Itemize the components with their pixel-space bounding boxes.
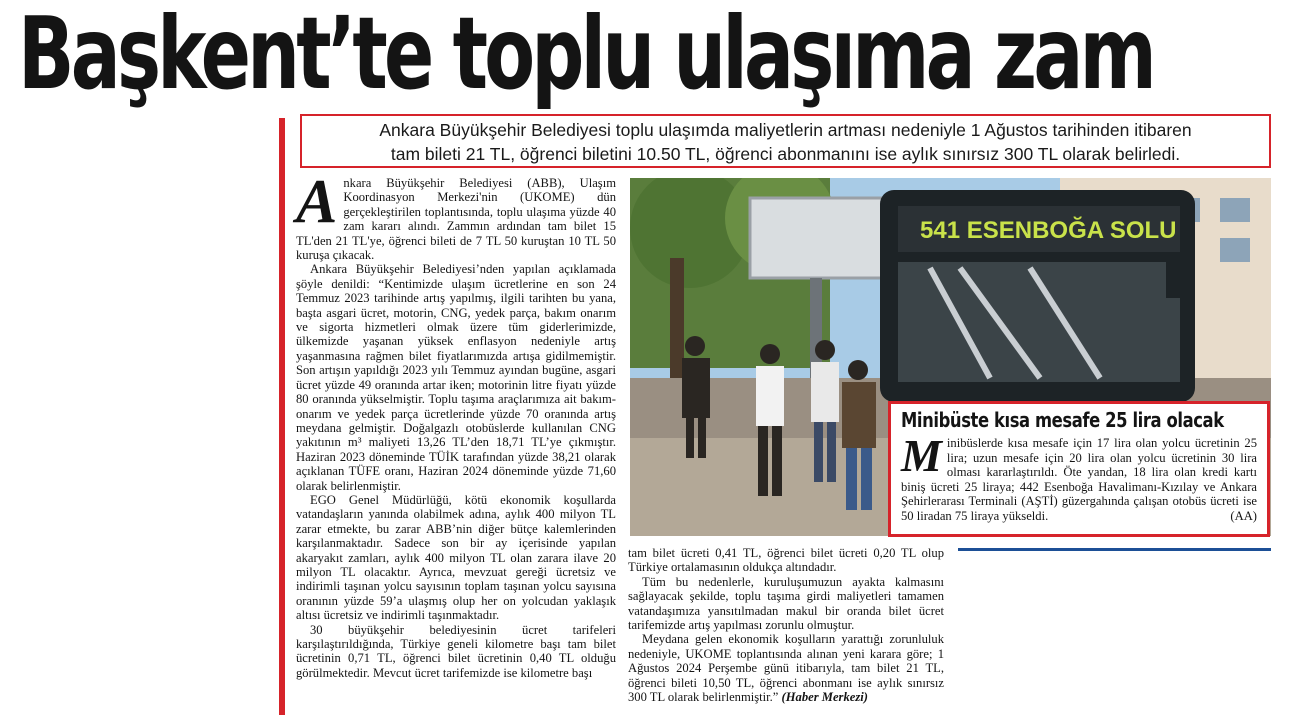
article-paragraph-1: Ankara Büyükşehir Belediyesi (ABB), Ulaşım Koordinasyon Merkezi'nin (UKOME) dün gerçekleştirilen toplantısında, toplu ulaşıma yüzde 40 zam kararı alındı. Zammın ardından tam bilet 15 TL'den 21 TL'ye, öğrenci bileti de 7 TL 50 kuruştan 10 TL 50 kuruşa çıkacak. [296,168,616,263]
article-paragraph-5: tam bilet ücreti 0,41 TL, öğrenci bilet ücreti 0,20 TL olup Türkiye ortalamasının oldukça altındadır. [628,546,944,575]
spot-summary-box [300,114,1271,168]
bus-destination-sign: 541 ESENBOĞA SOLU [920,217,1177,244]
blue-horizontal-rule [958,548,1271,551]
article-column-2 [628,546,944,704]
dropcap: A [296,168,338,236]
sidebox-text [901,430,1257,524]
sidebox-body: inibüslerde kısa mesafe için 17 lira olan yolcu ücretinin 25 lira; uzun mesafe için 20 lira olan yolcu ücretinin 30 lira olması kararlaştırıldı. Öte yandan, 18 lira olan kredi kartı biniş ücreti 25 liraya; 442 Esenboğa Havalimanı-Kızılay ve Ankara Şehirlerarası Terminali (AŞTİ) güzergahında çalışan otobüs ücreti ise 50 liradan 75 liraya yükseldi. [901,436,1257,523]
article-paragraph-6: Tüm bu nedenlerle, kuruluşumuzun ayakta kalmasını sağlayacak şekilde, toplu taşıma girdi maliyetleri tamamen vatandaşımıza yansıtılmadan makul bir oranda bilet ücret tarifemizde artış yapılması zorunlu olmuştur. [628,574,944,633]
article-paragraph-4: 30 büyükşehir belediyesinin ücret tarifeleri karşılaştırıldığında, Türkiye geneli kilometre başı tam bilet ücretinin 0,71 TL, öğrenci bilet ücretinin 0,40 TL olduğu görülmektedir. Mevcut ücret tarifemizde ise kilometre başı [296,622,616,680]
article-column-1 [296,168,616,680]
spot-line-2: tam bileti 21 TL, öğrenci biletini 10.50 TL, öğrenci abonmanını ise aylık sınırsız 300 TL olarak belirledi. [390,144,1181,164]
article-paragraph-2: Ankara Büyükşehir Belediyesi’nden yapılan açıklamada şöyle denildi: “Kentimizde ulaşım ücretlerine en son 24 Temmuz 2023 tarihinde artış yapılmış, ilgili tarihten bu yana, başta asgari ücret, motorin, CNG, yedek parça, bakım onarım ve sigorta hizmetleri olmak üzere tüm giderlerimizde, ülkemizde yaşanan yüksek enflasyon nedeniyle artış yaşanmasına rağmen bilet fiyatlarımızda artışa gidilmemiştir. Son artışın yapıldığı 2023 yılı Temmuz ayından bugüne, asgari ücret yüzde 49 oranında artar iken; motorinin litre fiyatı yüzde 80 oranında yükselmiştir. Toplu taşıma araçlarımıza ait bakım-onarım ve yedek parça ücretlerinde yüzde 70 oranında artış meydana gelmiştir. Doğalgazlı otobüslerde kullanılan CNG yakıtının m³ maliyeti 13,26 TL’den 18,71 TL’ye çıkmıştır. Haziran 2023 döneminde TÜİK tarafından yüzde 38,21 olarak açıklanan TÜFE oranı, Haziran 2024 döneminde yüzde 71,60 olarak belirlenmiştir. [296,262,616,493]
headline: Başkent’te toplu ulaşıma zam [18,0,1153,112]
byline: (Haber Merkezi) [781,690,868,705]
article-paragraph-7: Meydana gelen ekonomik koşulların yarattığı zorunluluk nedeniyle, UKOME toplantısında alınan yeni karara göre; 1 Ağustos 2024 Perşembe günü itibarıyla, tam bilet 21 TL, öğrenci bileti 10,50 TL, öğrenci abonmanı ise aylık sınırsız 300 TL olarak belirlenmiştir.” (Haber Merkezi) [628,632,944,705]
sidebox-credit: (AA) [1230,508,1257,523]
sidebox-title: Minibüste kısa mesafe 25 lira olacak [901,408,1224,432]
red-vertical-rule [279,118,285,715]
article-paragraph-3: EGO Genel Müdürlüğü, kötü ekonomik koşullarda vatandaşların yanında olabilmek adına, aylık 400 milyon TL zarar etmekte, bu zarar ABB’nin diğer bütçe kalemlerinden karşılanmaktadır. Sadece son bir ay içerisinde yapılan akaryakıt zamları, aylık 400 milyon TL olan zarara ilave 20 milyon TL olacaktır. Ayrıca, mevzuat gereği ücretsiz ve indirimli taşınan yolcu sayısının toplam taşınan yolcu sayısına oranının yüzde 59’a ulaşmış olup her on yolcudan yaklaşık altısı ücretsiz ve indirimli taşınmaktadır. [296,492,616,623]
spot-line-1: Ankara Büyükşehir Belediyesi toplu ulaşımda maliyetlerin artması nedeniyle 1 Ağustos tarihinden itibaren [379,120,1192,140]
minibus-sidebox [888,401,1270,537]
sidebox-dropcap: M [901,430,942,481]
